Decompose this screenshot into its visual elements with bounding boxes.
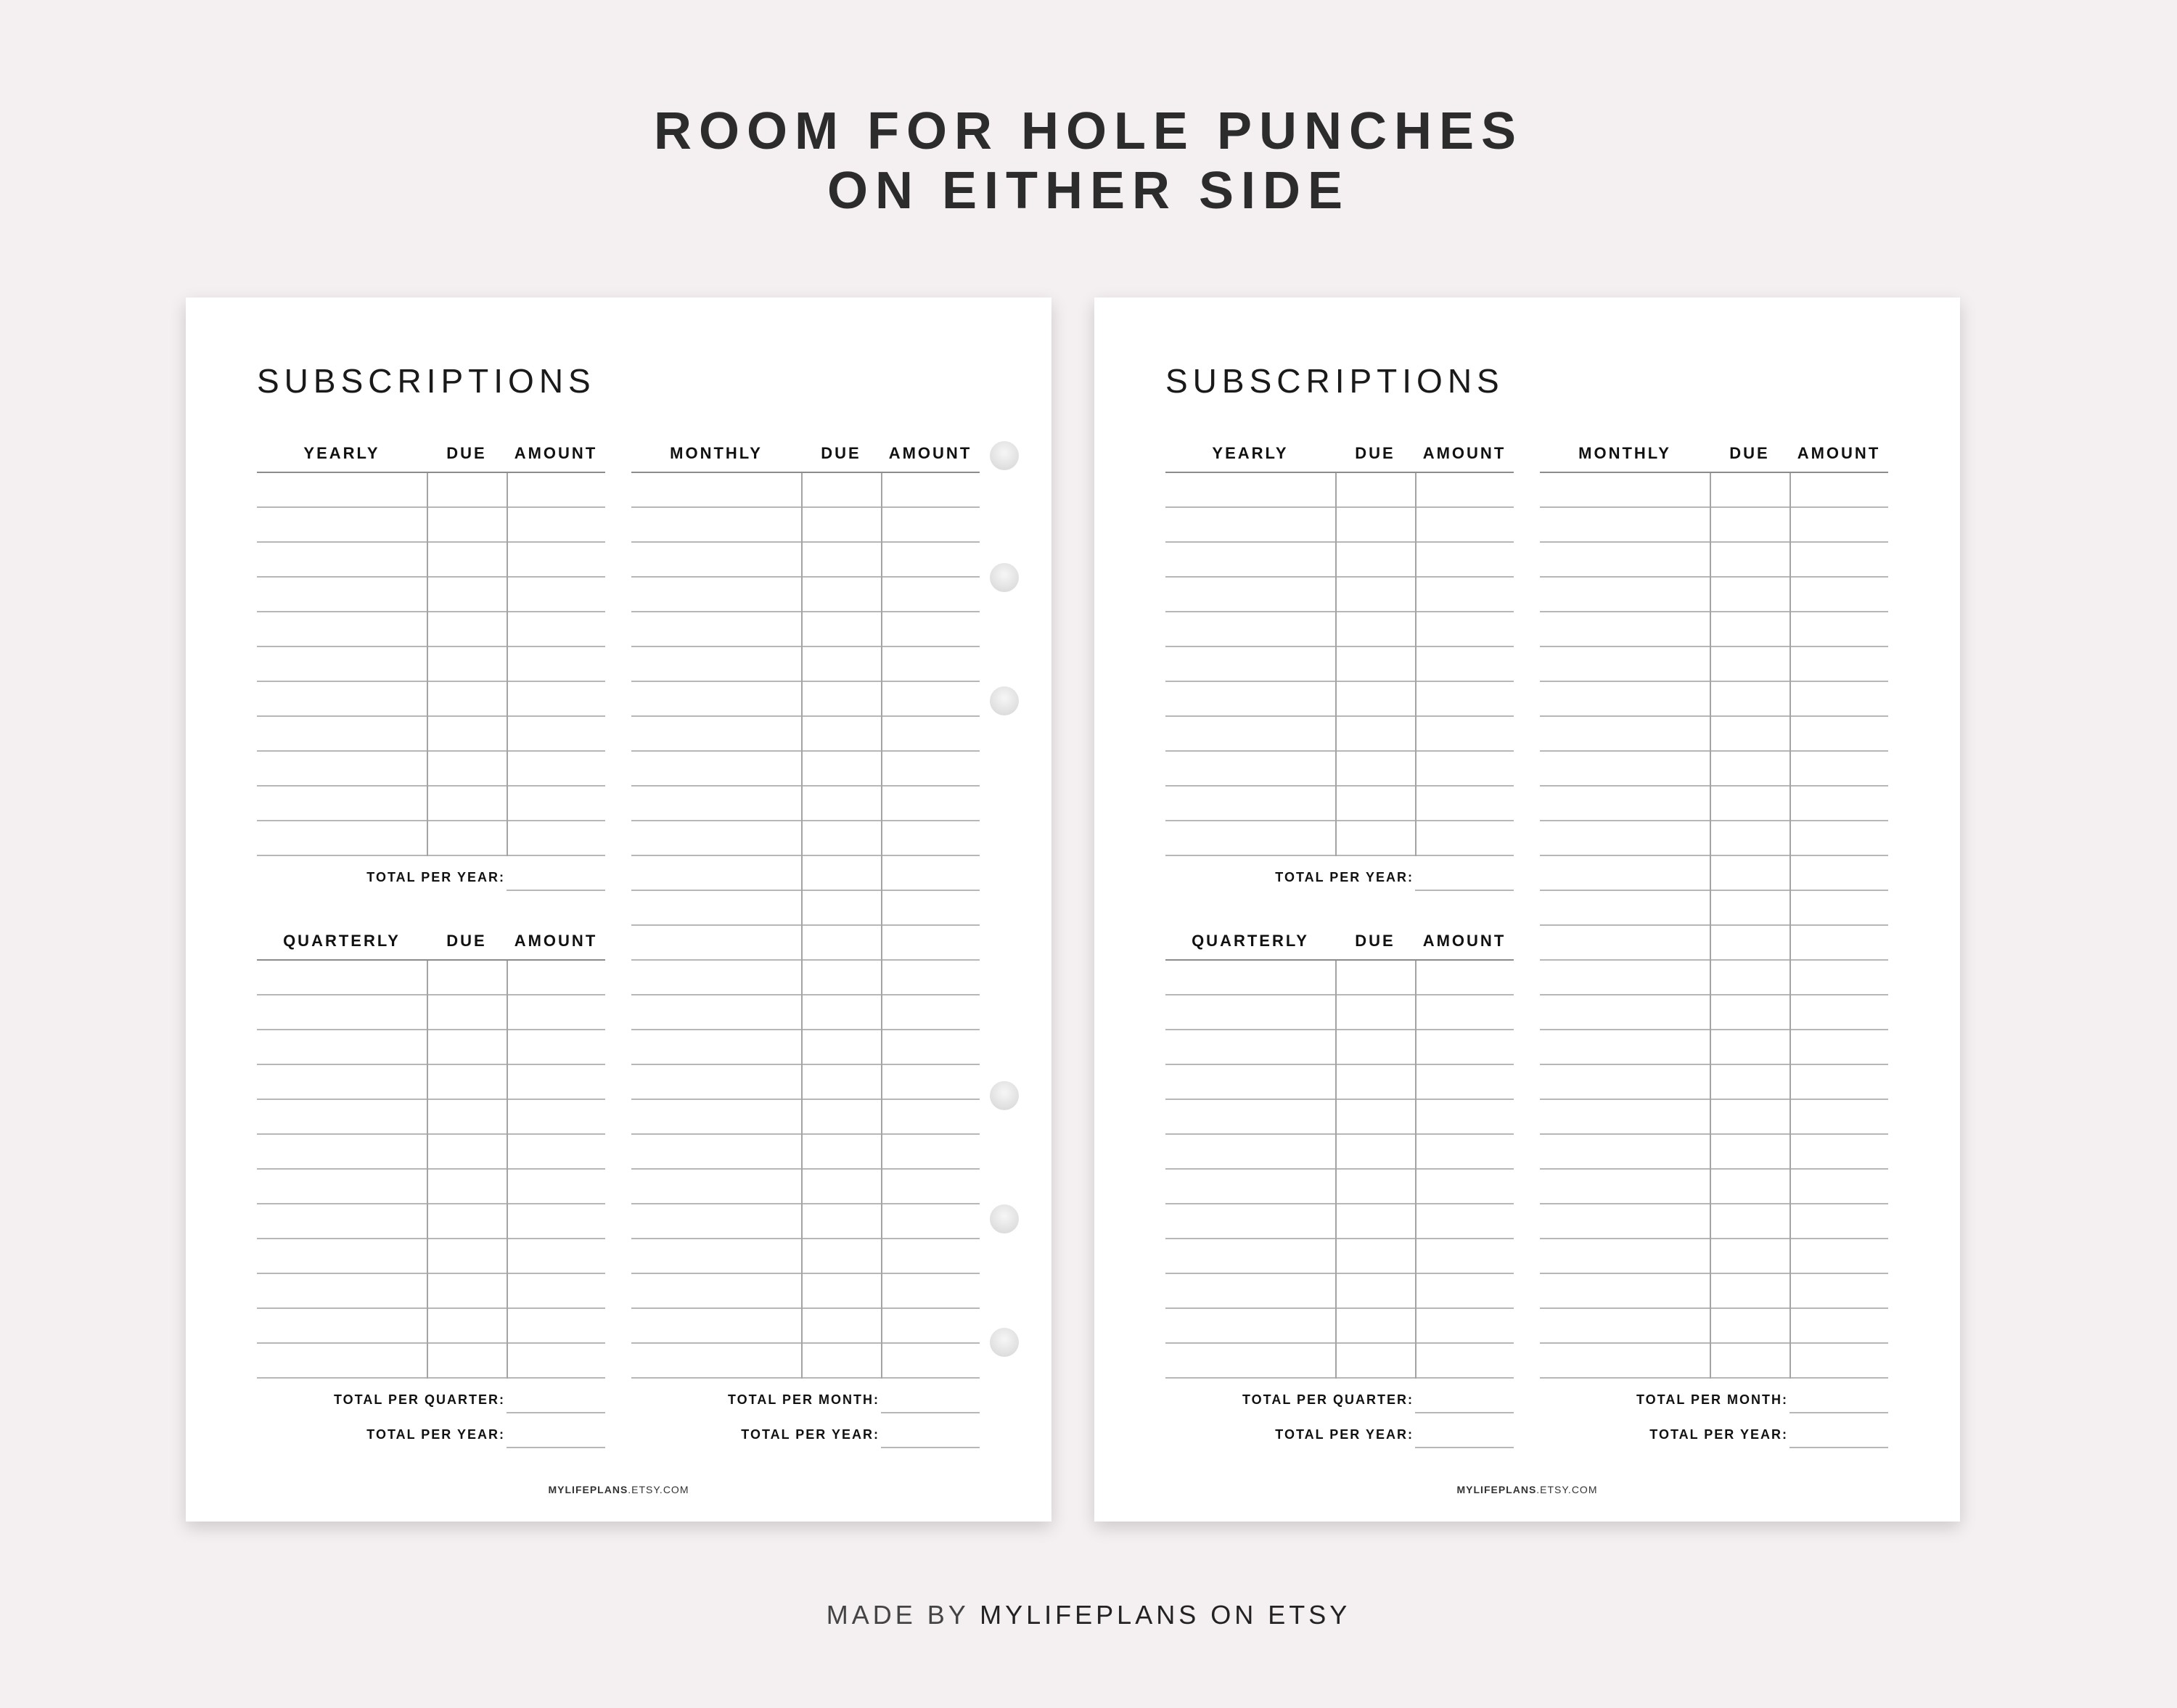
amount-header: AMOUNT — [514, 444, 598, 462]
punch-hole — [990, 563, 1019, 592]
quarterly-year-total-row — [257, 1413, 605, 1448]
total-per-month-label: TOTAL PER MONTH: — [728, 1392, 880, 1407]
headline — [0, 102, 2177, 221]
due-header: DUE — [446, 444, 487, 462]
page-title: SUBSCRIPTIONS — [1165, 362, 1504, 400]
quarterly-year-total-row — [1165, 1413, 1514, 1448]
yearly-table — [257, 443, 605, 903]
amount-header: AMOUNT — [1422, 932, 1506, 950]
amount-header: AMOUNT — [1797, 444, 1881, 462]
quarterly-rows — [1165, 959, 1514, 1379]
quarterly-header: QUARTERLY — [283, 932, 401, 950]
total-per-quarter-label: TOTAL PER QUARTER: — [1242, 1392, 1414, 1407]
quarterly-header: QUARTERLY — [1192, 932, 1309, 950]
punch-hole — [990, 1081, 1019, 1110]
total-per-year-label: TOTAL PER YEAR: — [366, 1427, 505, 1442]
footer-brand: MYLIFEPLANS — [1456, 1484, 1537, 1495]
due-header: DUE — [1355, 444, 1395, 462]
yearly-rows — [1165, 472, 1514, 856]
punch-hole — [990, 1328, 1019, 1357]
headline-line-2: ON EITHER SIDE — [827, 162, 1350, 220]
yearly-rows — [257, 472, 605, 856]
page-footer-url — [186, 1484, 1051, 1495]
quarterly-table — [257, 930, 605, 1442]
footer-brand: MYLIFEPLANS — [548, 1484, 628, 1495]
monthly-rows — [1540, 472, 1888, 1379]
amount-header: AMOUNT — [1422, 444, 1506, 462]
total-per-year-field — [1789, 1447, 1888, 1448]
credit-line — [0, 1600, 2177, 1630]
total-per-year-field — [507, 890, 605, 891]
total-per-quarter-label: TOTAL PER QUARTER: — [333, 1392, 505, 1407]
monthly-total-row — [1540, 1379, 1888, 1413]
due-header: DUE — [1355, 932, 1395, 950]
amount-header: AMOUNT — [514, 932, 598, 950]
punch-hole — [990, 1204, 1019, 1233]
monthly-table — [631, 443, 980, 1442]
due-header: DUE — [1729, 444, 1770, 462]
total-per-year-field — [1415, 1447, 1514, 1448]
total-per-year-field — [1415, 890, 1514, 891]
total-per-year-field — [507, 1447, 605, 1448]
page-title: SUBSCRIPTIONS — [257, 362, 596, 400]
total-per-year-field — [881, 1447, 980, 1448]
total-per-year-label: TOTAL PER YEAR: — [1275, 870, 1414, 884]
footer-domain: .ETSY.COM — [628, 1484, 689, 1495]
due-header: DUE — [821, 444, 861, 462]
monthly-year-total-row — [631, 1413, 980, 1448]
credit-prefix: MADE BY — [826, 1600, 980, 1630]
monthly-table — [1540, 443, 1888, 1442]
yearly-header: YEARLY — [1212, 444, 1289, 462]
monthly-rows — [631, 472, 980, 1379]
amount-header: AMOUNT — [888, 444, 972, 462]
yearly-total-row — [257, 856, 605, 891]
total-per-year-label: TOTAL PER YEAR: — [1275, 1427, 1414, 1442]
yearly-table — [1165, 443, 1514, 903]
monthly-total-row — [631, 1379, 980, 1413]
page-footer-url — [1094, 1484, 1960, 1495]
total-per-year-label: TOTAL PER YEAR: — [366, 870, 505, 884]
punch-hole — [990, 441, 1019, 470]
planner-page-left — [186, 297, 1051, 1522]
quarterly-rows — [257, 959, 605, 1379]
monthly-header: MONTHLY — [670, 444, 763, 462]
monthly-year-total-row — [1540, 1413, 1888, 1448]
yearly-header: YEARLY — [303, 444, 380, 462]
planner-page-right — [1094, 297, 1960, 1522]
footer-domain: .ETSY.COM — [1536, 1484, 1598, 1495]
punch-hole — [990, 686, 1019, 715]
due-header: DUE — [446, 932, 487, 950]
total-per-year-label: TOTAL PER YEAR: — [741, 1427, 880, 1442]
yearly-total-row — [1165, 856, 1514, 891]
quarterly-total-row — [257, 1379, 605, 1413]
monthly-header: MONTHLY — [1578, 444, 1671, 462]
total-per-month-label: TOTAL PER MONTH: — [1636, 1392, 1788, 1407]
total-per-year-label: TOTAL PER YEAR: — [1649, 1427, 1788, 1442]
headline-line-1: ROOM FOR HOLE PUNCHES — [653, 102, 1524, 160]
quarterly-total-row — [1165, 1379, 1514, 1413]
quarterly-table — [1165, 930, 1514, 1442]
credit-brand: MYLIFEPLANS ON ETSY — [980, 1600, 1351, 1630]
